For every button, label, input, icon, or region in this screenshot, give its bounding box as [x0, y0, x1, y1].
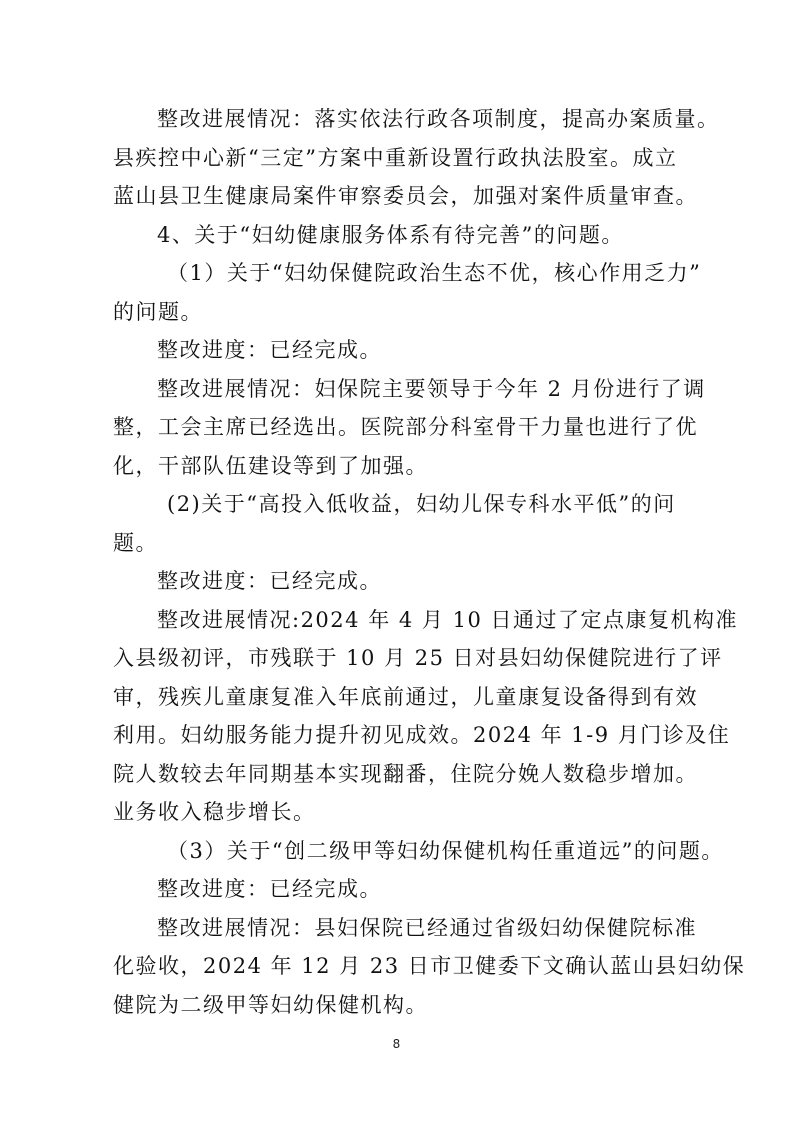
subsection-heading: （1）关于“妇幼保健院政治生态不优，核心作用乏力” [167, 261, 702, 285]
text-line: 的问题。 [113, 299, 203, 324]
progress-status: 整改进度：已经完成。 [157, 338, 382, 362]
text-line: 整改进展情况：妇保院主要领导于今年 2 月份进行了调 [157, 376, 706, 401]
text-line: 健院为二级甲等妇幼保健机构。 [113, 992, 428, 1017]
text-line: 化，干部队伍建设等到了加强。 [113, 453, 428, 478]
text-line: 整，工会主席已经选出。医院部分科室骨干力量也进行了优 [113, 415, 698, 439]
text-line: 化验收，2024 年 12 月 23 日市卫健委下文确认蓝山县妇幼保 [113, 954, 746, 978]
progress-status: 整改进度：已经完成。 [157, 569, 382, 593]
text-line: 县疾控中心新“三定”方案中重新设置行政执法股室。成立 [113, 145, 678, 170]
section-heading: 4、关于“妇幼健康服务体系有待完善”的问题。 [157, 222, 624, 247]
text-line: 业务收入稳步增长。 [113, 800, 316, 824]
text-line: 入县级初评，市残联于 10 月 25 日对县妇幼保健院进行了评 [113, 646, 723, 670]
text-line: 题。 [113, 530, 158, 555]
subsection-heading: (2)关于“高投入低收益，妇幼儿保专科水平低”的问 [167, 492, 676, 516]
text-line: 审，残疾儿童康复准入年底前通过，儿童康复设备得到有效 [113, 684, 698, 709]
text-line: 利用。妇幼服务能力提升初见成效。2024 年 1-9 月门诊及住 [113, 723, 731, 747]
text-line: 蓝山县卫生健康局案件审察委员会，加强对案件质量审查。 [113, 184, 698, 208]
text-line: 整改进展情况:2024 年 4 月 10 日通过了定点康复机构准 [157, 607, 738, 632]
text-line: 整改进展情况：落实依法行政各项制度，提高办案质量。 [157, 107, 720, 131]
subsection-heading: （3）关于“创二级甲等妇幼保健机构任重道远”的问题。 [167, 838, 724, 863]
page-number: 8 [392, 1037, 401, 1051]
body-text [113, 100, 746, 1024]
text-line: 院人数较去年同期基本实现翻番，住院分娩人数稳步增加。 [113, 761, 698, 786]
text-line: 整改进展情况：县妇保院已经通过省级妇幼保健院标准 [157, 915, 697, 940]
progress-status: 整改进度：已经完成。 [157, 877, 382, 901]
